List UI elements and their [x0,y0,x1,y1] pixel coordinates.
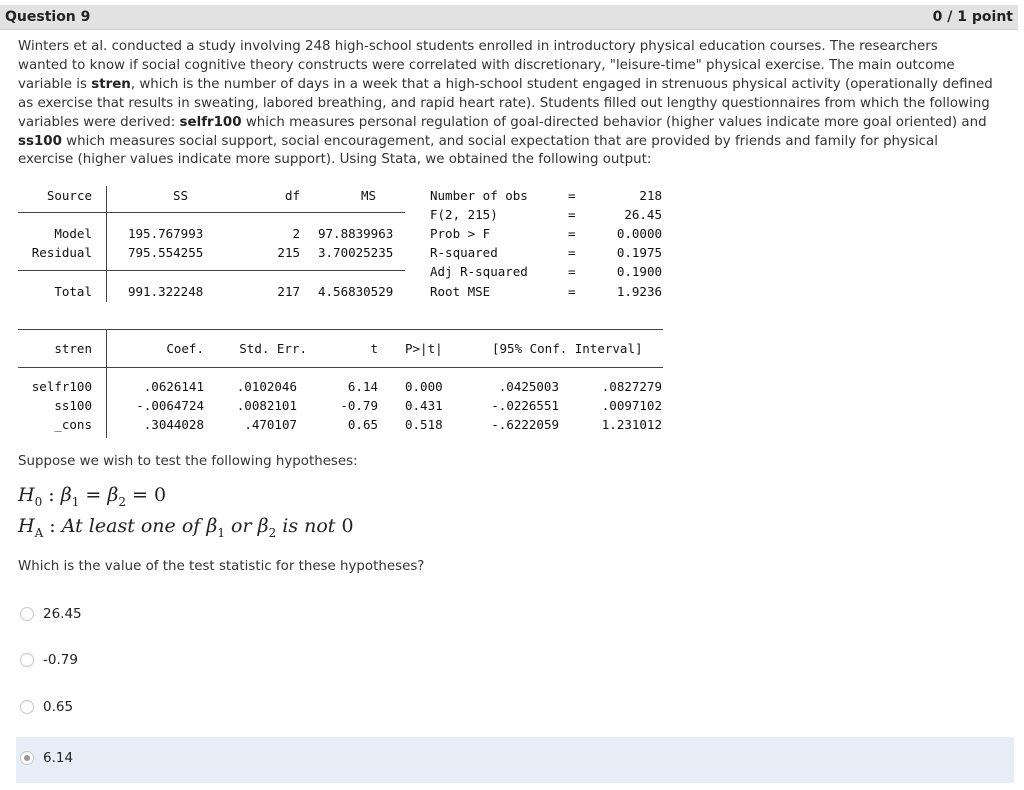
anova-header-source: Source [46,188,92,203]
anova-row-total-ss: 991.322248 [128,284,204,299]
option-label: 6.14 [43,750,74,766]
question-title: Question 9 [5,9,91,25]
option-label: 0.65 [43,699,74,715]
stat-value-adjr2: 0.1900 [616,264,662,279]
anova-header-ss: SS [172,188,188,203]
stat-label-r2: R-squared [430,245,498,260]
coef-row-ci-lo: -.6222059 [491,417,559,432]
var-selfr100: selfr100 [179,114,242,130]
question-ask: Which is the value of the test statistic for these hypotheses? [18,559,425,574]
radio-button[interactable] [20,700,34,714]
intro-line-4: as exercise that results in sweating, labored breathing, and rapid heart rate). Students filled out lengthy questionnaires from which the following [18,95,990,111]
answer-option-selected[interactable] [16,737,1014,783]
anova-row-model-ms: 97.8839963 [318,226,394,241]
radio-button-checked[interactable] [20,751,34,765]
coef-header-coef: Coef. [166,341,204,356]
coef-header-var: stren [54,341,92,356]
intro-line-6: ss100 which measures social support, social encouragement, and social expectation that are provided by friends and family for physical [18,133,938,149]
radio-button[interactable] [20,607,34,621]
anova-row-residual-ms: 3.70025235 [318,245,394,260]
anova-header-ms: MS [360,188,376,203]
coef-header-se: Std. Err. [239,341,307,356]
stat-value-rmse: 1.9236 [616,284,662,299]
stat-label-nobs: Number of obs [430,188,528,203]
question-points: 0 / 1 point [932,9,1013,25]
coef-row-coef: .0626141 [143,379,204,394]
coef-header-ci: [95% Conf. Interval] [492,341,643,356]
anova-row-residual-df: 215 [277,245,300,260]
coef-row-t: 0.65 [347,417,378,432]
anova-row-total-df: 217 [277,284,300,299]
null-hypothesis: $H_0$ : $\beta_1 = \beta_2 = 0$ [18,484,167,509]
var-stren: stren [91,76,131,92]
var-ss100: ss100 [18,133,62,149]
coef-row-var: ss100 [54,398,92,413]
coef-header-t: t [370,341,378,356]
coef-row-se: .0082101 [236,398,297,413]
anova-table: Source SS df MS Model 195.767993 2 97.8839963 Residual 795.554255 215 3.70025235 Total 991.322248 217 4.56830529 Number of obs = 218 F(2, 215) = 26.45 Prob > F = 0.0000 R-squared = 0.1975 Adj R-squared = 0.1900 Root MSE = 1.9236 stren Coef. Std. Err. t P>|t| [95% Conf. Interval] selfr100 .0626141 .0102046 6.14 0.000 .0425003 .0827279 ss100 -.0064724 .0082101 -0.79 0.431 -.0226551 .0097102 _cons .3044028 .470107 0.65 0.518 -.6222059 1.231012 [0,0,1024,790]
coef-row-se: .470107 [244,417,297,432]
intro-line-5: variables were derived: selfr100 which measures personal regulation of goal-directed behavior (higher values indicate more goal oriented) and [18,114,987,130]
stat-label-f: F(2, 215) [430,207,498,222]
coef-row-t: 6.14 [347,379,378,394]
answer-option[interactable] [16,686,1014,732]
anova-row-total-source: Total [54,284,92,299]
coef-row-var: _cons [54,417,92,432]
anova-row-residual-source: Residual [31,245,92,260]
coef-row-p: 0.000 [405,379,443,394]
anova-row-model-df: 2 [292,226,300,241]
stat-value-f: 26.45 [624,207,662,222]
stat-value-probf: 0.0000 [616,226,662,241]
stat-label-adjr2: Adj R-squared [430,264,528,279]
coef-row-var: selfr100 [31,379,92,394]
coef-row-t: -0.79 [340,398,378,413]
anova-row-model-ss: 195.767993 [128,226,204,241]
intro-line-1: Winters et al. conducted a study involving 248 high-school students enrolled in introductory physical education courses. The researchers [18,39,938,54]
coef-row-ci-hi: .0827279 [601,379,662,394]
coef-row-ci-hi: .0097102 [601,398,662,413]
intro-line-7: exercise (higher values indicate more support). Using Stata, we obtained the following output: [18,152,652,168]
coef-row-coef: .3044028 [143,417,204,432]
stat-label-probf: Prob > F [430,226,491,241]
coef-row-ci-lo: .0425003 [498,379,559,394]
stat-value-nobs: 218 [639,188,662,203]
coef-row-ci-hi: 1.231012 [601,417,662,432]
hypotheses-prompt: Suppose we wish to test the following hypotheses: [18,454,358,469]
anova-row-model-source: Model [54,226,92,241]
coef-row-coef: -.0064724 [136,398,204,413]
option-label: 26.45 [43,606,82,622]
coef-row-se: .0102046 [236,379,297,394]
coef-header-p: P>|t| [405,341,443,356]
coef-row-ci-lo: -.0226551 [491,398,559,413]
option-label: -0.79 [43,652,78,668]
answer-option[interactable] [16,593,1014,639]
anova-row-residual-ss: 795.554255 [128,245,204,260]
coef-row-p: 0.431 [405,398,443,413]
stat-value-r2: 0.1975 [616,245,662,260]
anova-row-total-ms: 4.56830529 [318,284,394,299]
answer-option[interactable] [16,639,1014,685]
stat-label-rmse: Root MSE [430,284,491,299]
coef-row-p: 0.518 [405,417,443,432]
anova-header-df: df [284,188,300,203]
radio-button[interactable] [20,653,34,667]
alternative-hypothesis: $H_A$ : At least one of $\beta_1$ or $\beta_2$ is not 0 [18,515,354,540]
intro-line-3: variable is stren, which is the number of days in a week that a high-school student engaged in strenuous physical activity (operationally defined [18,76,993,92]
intro-line-2: wanted to know if social cognitive theory constructs were correlated with discretionary, "leisure-time" physical exercise. The main outcome [18,57,955,73]
